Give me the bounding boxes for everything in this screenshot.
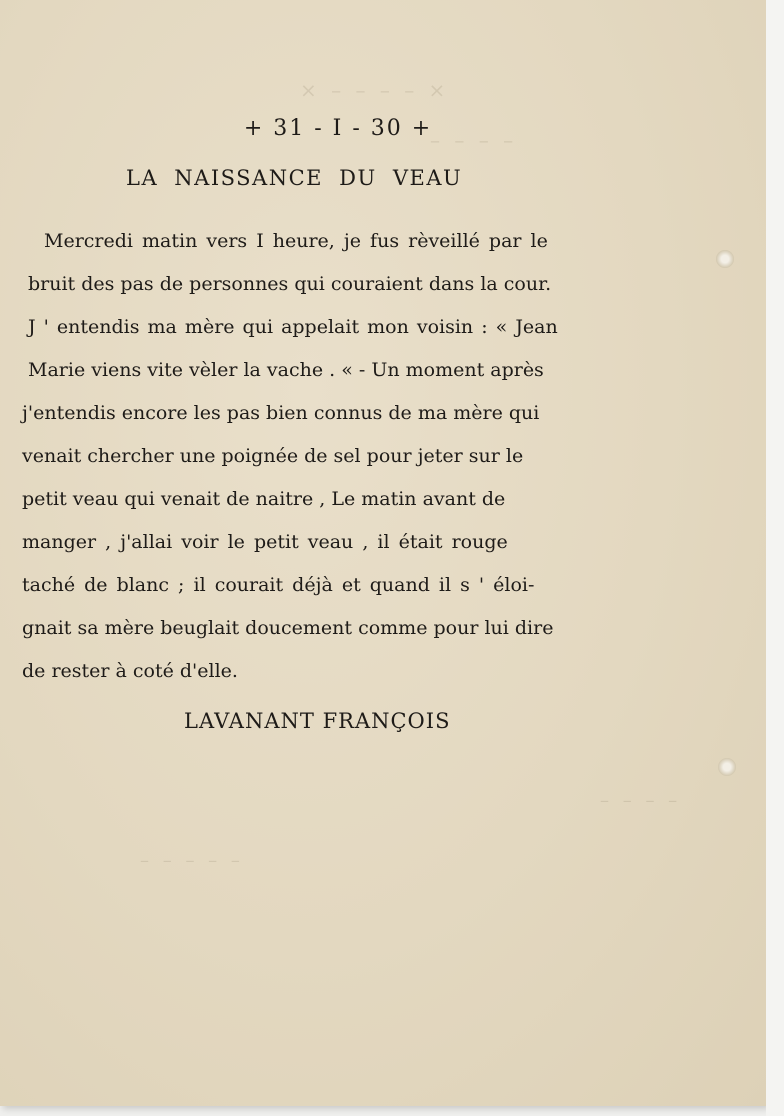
bleed-through-mark: × – – – – ×: [300, 78, 450, 102]
text-line: Marie viens vite vèler la vache . « - Un moment après: [28, 359, 544, 381]
page-edge-strip: [766, 0, 784, 1116]
text-line: taché de blanc ; il courait déjà et quand il s ' éloi-: [22, 574, 535, 596]
binding-hole: [716, 250, 734, 268]
binding-hole: [718, 758, 736, 776]
page-title: LA NAISSANCE DU VEAU: [126, 166, 463, 190]
text-line: petit veau qui venait de naitre , Le matin avant de: [22, 488, 506, 510]
text-line: J ' entendis ma mère qui appelait mon voisin : « Jean: [28, 316, 558, 338]
text-line: manger , j'allai voir le petit veau , il était rouge: [22, 531, 508, 553]
text-line: Mercredi matin vers I heure, je fus rèveillé par le: [44, 230, 548, 252]
author-signature: LAVANANT FRANÇOIS: [184, 709, 451, 733]
text-line: venait chercher une poignée de sel pour jeter sur le: [22, 445, 524, 467]
text-line: j'entendis encore les pas bien connus de ma mère qui: [22, 402, 540, 424]
text-line: gnait sa mère beuglait doucement comme pour lui dire: [22, 617, 554, 639]
date-line: + 31 - I - 30 +: [243, 116, 433, 141]
text-line: bruit des pas de personnes qui couraient dans la cour.: [28, 273, 552, 295]
bleed-through-mark: – – – –: [430, 128, 518, 152]
bleed-through-mark: – – – –: [600, 790, 682, 811]
text-line: de rester à coté d'elle.: [22, 660, 238, 682]
body-text: [22, 220, 622, 693]
bleed-through-mark: – – – – –: [140, 850, 244, 871]
